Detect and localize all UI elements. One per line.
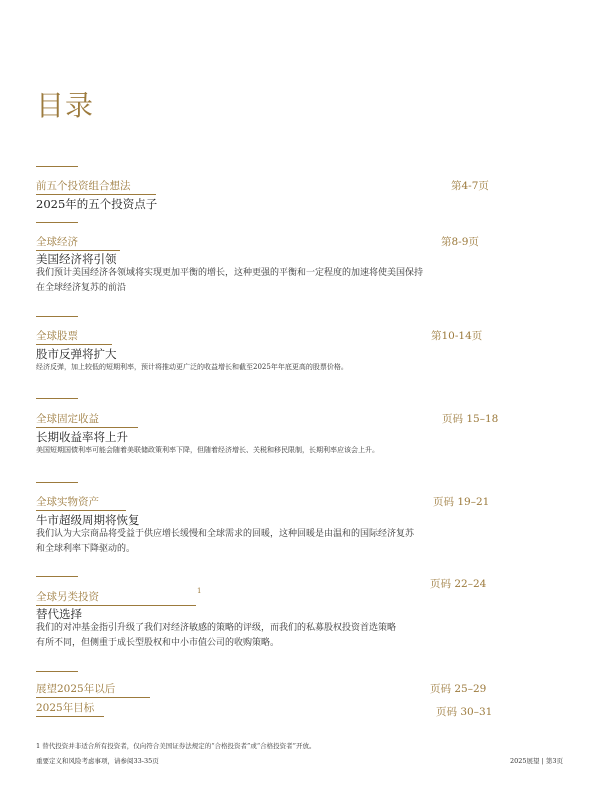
- section-heading: 长期收益率将上升: [36, 430, 128, 444]
- section-divider: [36, 482, 78, 483]
- toc-link-top-five-ideas[interactable]: 前五个投资组合想法: [36, 178, 156, 195]
- footnote-marker: 1: [197, 587, 202, 595]
- section-heading: 美国经济将引领: [36, 252, 117, 266]
- toc-link-beyond-2025[interactable]: 展望2025年以后: [36, 681, 150, 698]
- footer-page-number: 2025展望 | 第3页: [510, 757, 563, 765]
- section-divider: [36, 316, 78, 317]
- section-divider: [36, 576, 78, 577]
- toc-link-global-real-assets[interactable]: 全球实物资产: [36, 494, 126, 511]
- toc-page-ref[interactable]: 第8-9页: [441, 236, 479, 248]
- toc-page-ref[interactable]: 第10-14页: [431, 330, 483, 342]
- section-divider: [36, 166, 78, 167]
- page-title: 目录: [36, 89, 95, 122]
- toc-page-ref[interactable]: 页码 15–18: [442, 413, 499, 425]
- footnote: 1 替代投资并非适合所有投资者，仅向符合美国证券法规定的“合格投资者”或“合格投资者”开放。: [36, 742, 316, 750]
- toc-page-ref[interactable]: 页码 22–24: [430, 578, 487, 590]
- toc-page-ref[interactable]: 第4-7页: [451, 180, 489, 192]
- section-heading: 2025年的五个投资点子: [36, 197, 158, 211]
- section-description: 我们预计美国经济各领域将实现更加平衡的增长，这种更强的平衡和一定程度的加速将使美国保持在全球经济复苏的前沿: [36, 268, 424, 293]
- footer-disclosure: 重要定义和风险考虑事项，请参阅33-35页: [36, 757, 159, 765]
- section-divider: [36, 671, 78, 672]
- toc-link-global-equities[interactable]: 全球股票: [36, 328, 112, 345]
- section-heading: 牛市超级周期将恢复: [36, 513, 140, 527]
- section-description: 我们认为大宗商品将受益于供应增长缓慢和全球需求的回暖，这种回暖是由温和的国际经济复苏和全球利率下降驱动的。: [36, 529, 415, 554]
- toc-page-ref[interactable]: 页码 19–21: [433, 496, 490, 508]
- section-description: 我们的对冲基金指引升级了我们对经济敏感的策略的评级，而我们的私募股权投资首选策略有所不同，但侧重于成长型股权和中小市值公司的收购策略。: [36, 623, 397, 648]
- toc-page-ref[interactable]: 页码 30–31: [436, 706, 493, 718]
- section-description: 经济反弹，加上较低的短期利率，预计将推动更广泛的收益增长和截至2025年年底更高的股票价格。: [36, 363, 348, 371]
- toc-link-2025-targets[interactable]: 2025年目标: [36, 700, 104, 717]
- toc-link-global-economy[interactable]: 全球经济: [36, 234, 120, 251]
- section-heading: 股市反弹将扩大: [36, 347, 117, 361]
- toc-link-global-alternatives[interactable]: 全球另类投资: [36, 589, 196, 606]
- section-description: 美国短期国债利率可能会随着美联储政策利率下降，但随着经济增长、关税和移民限制，长期利率应该会上升。: [36, 446, 379, 454]
- section-divider: [36, 398, 78, 399]
- toc-page-ref[interactable]: 页码 25–29: [430, 683, 487, 695]
- toc-link-global-fixed-income[interactable]: 全球固定收益: [36, 411, 138, 428]
- section-divider: [36, 222, 78, 223]
- section-heading: 替代选择: [36, 607, 82, 621]
